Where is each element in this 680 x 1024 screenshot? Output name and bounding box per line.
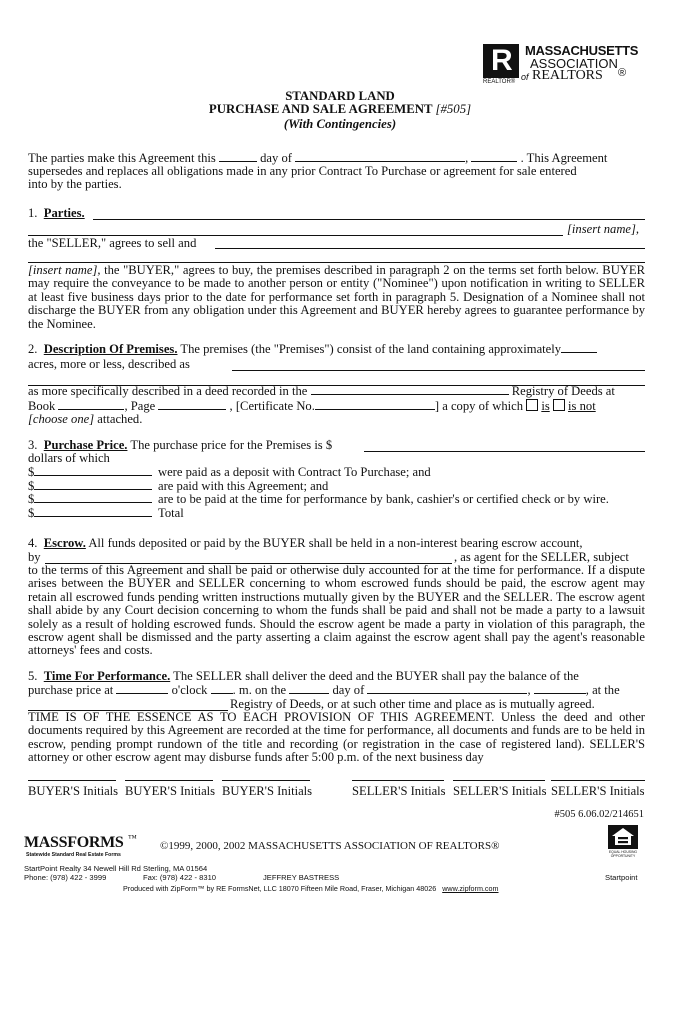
price-row-3-label: are to be paid at the time for performance by bank, cashier's or certified check or by wire. — [158, 492, 609, 506]
section-1-body: [insert name], the "BUYER," agrees to buy, the premises described in paragraph 2 on the terms set forth below. BUYER may require the conveyance to be made to another person or entity ("Nominee") upon notification in writing to SELLER at least five business days prior to the date for performance set forth in paragraph 5. Designation of a Nominee shall not discharge the BUYER from any obligation under this Agreement and BUYER hereby agrees to guarantee performance by the Nominee. — [28, 263, 645, 331]
seller-initials-label-3: SELLER'S Initials — [551, 784, 645, 798]
section-4-by: by — [28, 550, 41, 564]
seller-initials-label-2: SELLER'S Initials — [453, 784, 547, 798]
registry-field[interactable] — [311, 394, 509, 395]
section-4-line-1: 4. Escrow. All funds deposited or paid by the BUYER shall be held in a non-interest bearing escrow account, — [28, 536, 583, 550]
produced-by: Produced with ZipForm™ by RE FormsNet, LLC 18070 Fifteen Mile Road, Fraser, Michigan 48026 www.zipform.com — [123, 884, 499, 893]
section-3-line-1: 3. Purchase Price. The purchase price for the Premises is $ — [28, 438, 333, 452]
price-row-1: $ — [28, 466, 155, 479]
price-row-2-label: are paid with this Agreement; and — [158, 479, 329, 493]
buyer-initials-label-1: BUYER'S Initials — [28, 784, 119, 798]
buyer-initials-label-3: BUYER'S Initials — [222, 784, 313, 798]
intro-line-3: into by the parties. — [28, 177, 122, 191]
doc-subtitle: (With Contingencies) — [283, 117, 397, 131]
seller-initials-label-1: SELLER'S Initials — [352, 784, 446, 798]
year-field[interactable] — [471, 161, 517, 162]
doc-title-1: STANDARD LAND — [285, 89, 395, 103]
ampm-field[interactable] — [211, 693, 233, 694]
buyer-initials-label-2: BUYER'S Initials — [125, 784, 216, 798]
price-row-4-label: Total — [158, 506, 184, 520]
acres-field[interactable] — [561, 352, 597, 353]
zipform-link[interactable]: www.zipform.com — [442, 884, 499, 893]
section-2-line-1: 2. Description Of Premises. The premises (the "Premises") consist of the land containing approximately — [28, 343, 597, 356]
day-field[interactable] — [219, 161, 257, 162]
section-2-line-5: [choose one] attached. — [28, 412, 143, 426]
section-5-line-3: Registry of Deeds, or at such other time and place as is mutually agreed. — [230, 697, 595, 711]
office-fax: Fax: (978) 422 - 8310 — [143, 873, 217, 882]
month-field[interactable] — [295, 161, 465, 162]
office-address: StartPoint Realty 34 Newell Hill Rd Sterling, MA 01564 — [24, 864, 208, 873]
startpoint-label: Startpoint — [605, 873, 638, 882]
time-field[interactable] — [116, 693, 168, 694]
form-code: #505 6.06.02/214651 — [554, 809, 644, 820]
description-field[interactable] — [232, 370, 645, 371]
section-4-agent: , as agent for the SELLER, subject — [454, 550, 629, 564]
massforms-logo: MASSFORMS ™ Statewide Standard Real Estate Forms — [24, 833, 137, 858]
seller-name-field[interactable] — [93, 219, 645, 220]
paid-amount-field[interactable] — [34, 489, 152, 490]
is-checkbox[interactable] — [526, 399, 538, 411]
buyer-initials-line-1[interactable] — [28, 780, 116, 781]
perf-year-field[interactable] — [534, 693, 586, 694]
purchase-price-field[interactable] — [364, 451, 645, 452]
book-field[interactable] — [58, 409, 124, 410]
doc-title-2: PURCHASE AND SALE AGREEMENT [#505] — [208, 102, 472, 116]
price-row-1-label: were paid as a deposit with Contract To Purchase; and — [158, 465, 431, 479]
section-3-line-2: dollars of which — [28, 451, 110, 465]
seller-initials-line-3[interactable] — [551, 780, 645, 781]
agent-name: JEFFREY BASTRESS — [263, 873, 340, 882]
seller-initials-line-1[interactable] — [352, 780, 444, 781]
seller-label: the "SELLER," agrees to sell and — [28, 236, 197, 250]
insert-name-label: [insert name], — [567, 222, 640, 236]
perf-month-field[interactable] — [367, 693, 527, 694]
is-not-checkbox[interactable] — [553, 399, 565, 411]
section-5-body: TIME IS OF THE ESSENCE AS TO EACH PROVISION OF THIS AGREEMENT. Unless the deed and other documents required by this Agreement are recorded at the time for performance, all documents and funds are to be held in escrow, pending prompt rundown of the title and recording (or registration in the case of registered land). SELLER'S attorney or other escrow agent may disburse funds after 5:00 p.m. of the next business day — [28, 710, 645, 765]
balance-amount-field[interactable] — [34, 502, 152, 503]
buyer-name-field[interactable] — [215, 248, 645, 249]
section-2-line-3: as more specifically described in a deed recorded in the Registry of Deeds at — [28, 384, 615, 398]
seller-initials-line-2[interactable] — [453, 780, 545, 781]
intro-line-1: The parties make this Agreement this day of , . This Agreement — [28, 151, 608, 165]
buyer-initials-line-2[interactable] — [125, 780, 213, 781]
price-row-4: $ — [28, 507, 152, 520]
perf-day-field[interactable] — [289, 693, 329, 694]
price-row-3: $ — [28, 493, 152, 506]
realtor-logo: R REALTOR® MASSACHUSETTS ASSOCIATION of REALTORS ® — [483, 43, 639, 85]
page-field[interactable] — [158, 409, 226, 410]
realtor-r-icon: R — [483, 44, 519, 78]
office-phone: Phone: (978) 422 - 3999 — [24, 873, 107, 882]
section-5-line-1: 5. Time For Performance. The SELLER shall deliver the deed and the BUYER shall pay the balance of the — [28, 669, 579, 683]
section-2-line-2: acres, more or less, described as — [28, 357, 190, 371]
price-row-2: $ — [28, 480, 152, 493]
equal-housing-icon: EQUAL HOUSING OPPORTUNITY — [608, 825, 638, 857]
section-5-line-2: purchase price at o'clock . m. on the day of , , at the — [28, 683, 620, 697]
deposit-amount-field[interactable] — [34, 475, 152, 476]
buyer-initials-line-3[interactable] — [222, 780, 310, 781]
section-1-heading: 1. Parties. — [28, 206, 85, 220]
section-4-body: to the terms of this Agreement and shall be paid or otherwise duly accounted for at the time for performance. If a dispute arises between the BUYER and SELLER concerning to whom escrowed funds should be paid, the escrow agent may retain all escrowed funds pending written instructions mutually given by the BUYER and the SELLER. The escrow agent shall abide by any Court decision concerning to whom the funds shall be paid and shall not be made a party to a lawsuit solely as a result of holding escrowed funds. Should the escrow agent be made a party in violation of this paragraph, the escrow agent shall be dismissed and the party asserting a claim against the escrow agent shall pay the agent's reasonable attorneys' fees and costs. — [28, 563, 645, 658]
copyright: ©1999, 2000, 2002 MASSACHUSETTS ASSOCIATION OF REALTORS® — [160, 840, 500, 852]
total-amount-field[interactable] — [34, 516, 152, 517]
intro-line-2: supersedes and replaces all obligations made in any prior Contract To Purchase or agreement for sale entered — [28, 164, 577, 178]
section-2-line-4: Book , Page , [Certificate No. ] a copy of which is is not — [28, 399, 596, 413]
certificate-field[interactable] — [315, 409, 435, 410]
